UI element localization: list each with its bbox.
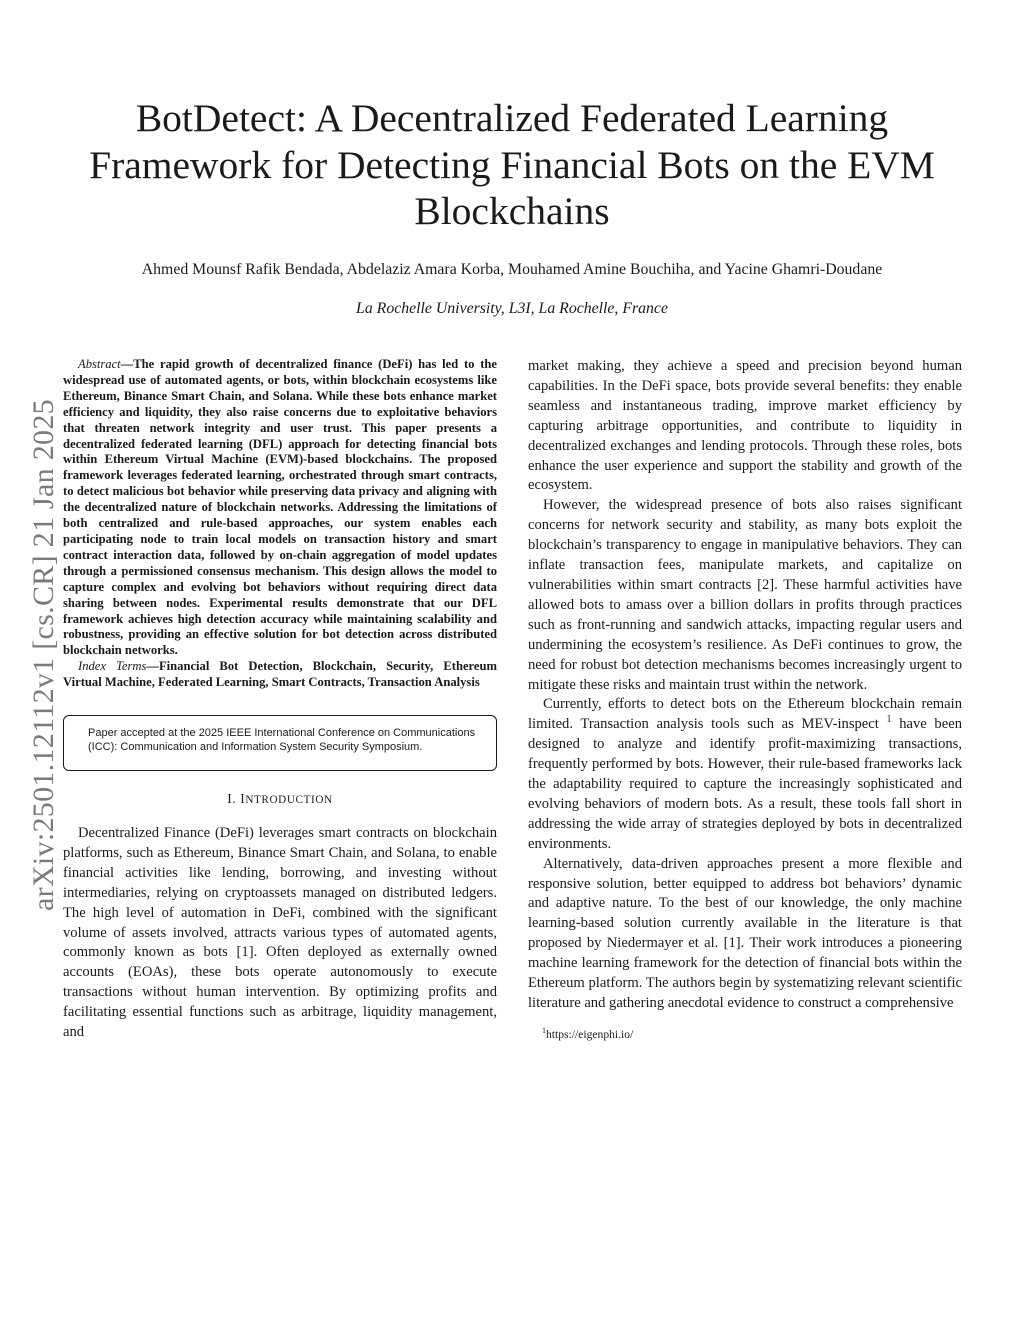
footnote-mark: 1 (542, 1026, 546, 1036)
acceptance-notice (63, 715, 497, 771)
arxiv-identifier: arXiv:2501.12112v1 [cs.CR] 21 Jan 2025 (27, 399, 60, 911)
footnote (528, 1028, 962, 1042)
intro-paragraph-2: market making, they achieve a speed and precision beyond human capabilities. In the DeFi space, bots provide several benefits: they enable seamless and instantaneous trading, improve market efficiency by capturing arbitrage opportunities, and contribute to liquidity in decentralized exchanges and lending protocols. Through these roles, bots enhance the user experience and support the stability and growth of the ecosystem. (528, 358, 962, 494)
intro-paragraph-5: Alternatively, data-driven approaches present a more flexible and responsive solution, better equipped to address bot behaviors’ dynamic and adaptive nature. To the best of our knowledge, the only machine learning-based solution currently available in the literature is that proposed by Niedermayer et al. [1]. Their work introduces a pioneering machine learning framework for the detection of financial bots within the Ethereum platform. The authors begin by systematizing relevant scientific literature and gathering anecdotal evidence to construct a comprehensive (528, 855, 962, 1011)
left-column (63, 357, 497, 1043)
section-title-rest: NTRODUCTION (245, 794, 333, 807)
arxiv-sidebar (20, 360, 68, 950)
affiliation: La Rochelle University, L3I, La Rochelle, France (356, 300, 668, 317)
section-heading-introduction (63, 791, 497, 808)
index-terms-text: Financial Bot Detection, Blockchain, Security, Ethereum Virtual Machine, Federated Learning, Smart Contracts, Transaction Analysis (63, 659, 497, 690)
footnote-reference[interactable]: 1 (886, 714, 892, 726)
footnote-link[interactable]: https://eigenphi.io/ (546, 1027, 634, 1041)
abstract-label: Abstract (78, 357, 121, 371)
right-column (528, 357, 962, 1042)
intro-paragraph-4 (528, 695, 962, 854)
intro-paragraph-4-start: Currently, efforts to detect bots on the Ethereum blockchain remain limited. Transaction analysis tools such as MEV-inspect (528, 696, 962, 733)
title-line-2: Framework for Detecting Financial Bots on the EVM (89, 142, 935, 187)
intro-paragraph-4-end: have been designed to analyze and identify profit-maximizing transactions, frequently performed by bots. However, their rule-based frameworks lack the adaptability required to capture the increasingly sophisticated and evolving behaviors of modern bots. As a result, these tools fall short in addressing the wide array of strategies deployed by bots in decentralized environments. (528, 716, 962, 852)
author-list: Ahmed Mounsf Rafik Bendada, Abdelaziz Amara Korba, Mouhamed Amine Bouchiha, and Yacine Ghamri-Doudane (141, 261, 883, 278)
title-line-1: BotDetect: A Decentralized Federated Learning (135, 96, 889, 140)
index-terms-label: Index Terms (78, 659, 147, 674)
abstract-text: The rapid growth of decentralized finance (DeFi) has led to the widespread use of automated agents, or bots, within blockchain ecosystems like Ethereum, Binance Smart Chain, and Solana. While these bots enhance market efficiency and liquidity, they also raise concerns due to exploitative behaviors that threaten network integrity and user trust. This paper presents a decentralized federated learning (DFL) approach for detecting financial bots within Ethereum Virtual Machine (EVM)-based blockchains. The proposed framework leverages federated learning, orchestrated through smart contracts, to detect malicious bot behavior while preserving data privacy and aligning with the decentralized nature of blockchain networks. Addressing the limitations of both centralized and rule-based approaches, our system enables each participating node to train local models on transaction history and smart contract interaction data, followed by on-chain aggregation of model updates through a permissioned consensus mechanism. This design allows the model to capture complex and evolving bot behaviors without requiring direct data sharing between nodes. Experimental results demonstrate that our DFL framework achieves high detection accuracy while maintaining scalability and robustness, providing an effective solution for bot detection across distributed blockchain networks. (63, 357, 497, 658)
index-terms: Index Terms—Financial Bot Detection, Blockchain, Security, Ethereum Virtual Machine, Federated Learning, Smart Contracts, Transaction Analysis (63, 659, 497, 690)
section-number: I. (227, 791, 237, 807)
intro-paragraph-3: However, the widespread presence of bots also raises significant concerns for network security and stability, as many bots exploit the blockchain’s transparency to engage in manipulative behaviors. They can inflate transaction fees, manipulate markets, and capitalize on vulnerabilities within smart contracts [2]. These harmful activities have allowed bots to amass over a billion dollars in profits through practices such as front-running and sandwich attacks, impacting regular users and undermining the ecosystem’s resilience. As DeFi continues to grow, the need for robust bot detection mechanisms becomes increasingly urgent to mitigate these risks and maintain trust within the network. (528, 497, 962, 693)
title-line-3: Blockchains (414, 189, 610, 233)
abstract: Abstract—The rapid growth of decentralized finance (DeFi) has led to the widespread use of automated agents, or bots, within blockchain ecosystems like Ethereum, Binance Smart Chain, and Solana. While these bots enhance market efficiency and liquidity, they also raise concerns due to exploitative behaviors that threaten network integrity and user trust. This paper presents a decentralized federated learning (DFL) approach for detecting financial bots within Ethereum Virtual Machine (EVM)-based blockchains. The proposed framework leverages federated learning, orchestrated through smart contracts, to detect malicious bot behavior while preserving data privacy and aligning with the decentralized nature of blockchain networks. Addressing the limitations of both centralized and rule-based approaches, our system enables each participating node to train local models on transaction history and smart contract interaction data, followed by on-chain aggregation of model updates through a permissioned consensus mechanism. This design allows the model to capture complex and evolving bot behaviors without requiring direct data sharing between nodes. Experimental results demonstrate that our DFL framework achieves high detection accuracy while maintaining scalability and robustness, providing an effective solution for bot detection across distributed blockchain networks. (63, 357, 497, 658)
paper-title (40, 95, 984, 235)
acceptance-notice-text: Paper accepted at the 2025 IEEE International Conference on Communications (ICC): Communication and Information System Security Symposium. (88, 727, 476, 754)
intro-paragraph-1: Decentralized Finance (DeFi) leverages smart contracts on blockchain platforms, such as Ethereum, Binance Smart Chain, and Solana, to enable financial activities like lending, borrowing, and investing without intermediaries, relying on cryptoassets managed on distributed ledgers. The high level of automation in DeFi, combined with the significant volume of assets involved, attracts various types of automated agents, commonly known as bots [1]. Often deployed as externally owned accounts (EOAs), these bots operate autonomously to execute transactions without human intervention. By optimizing profits and facilitating essential functions such as arbitrage, liquidity management, and (63, 825, 497, 1041)
section-title-initial: I (240, 791, 246, 807)
